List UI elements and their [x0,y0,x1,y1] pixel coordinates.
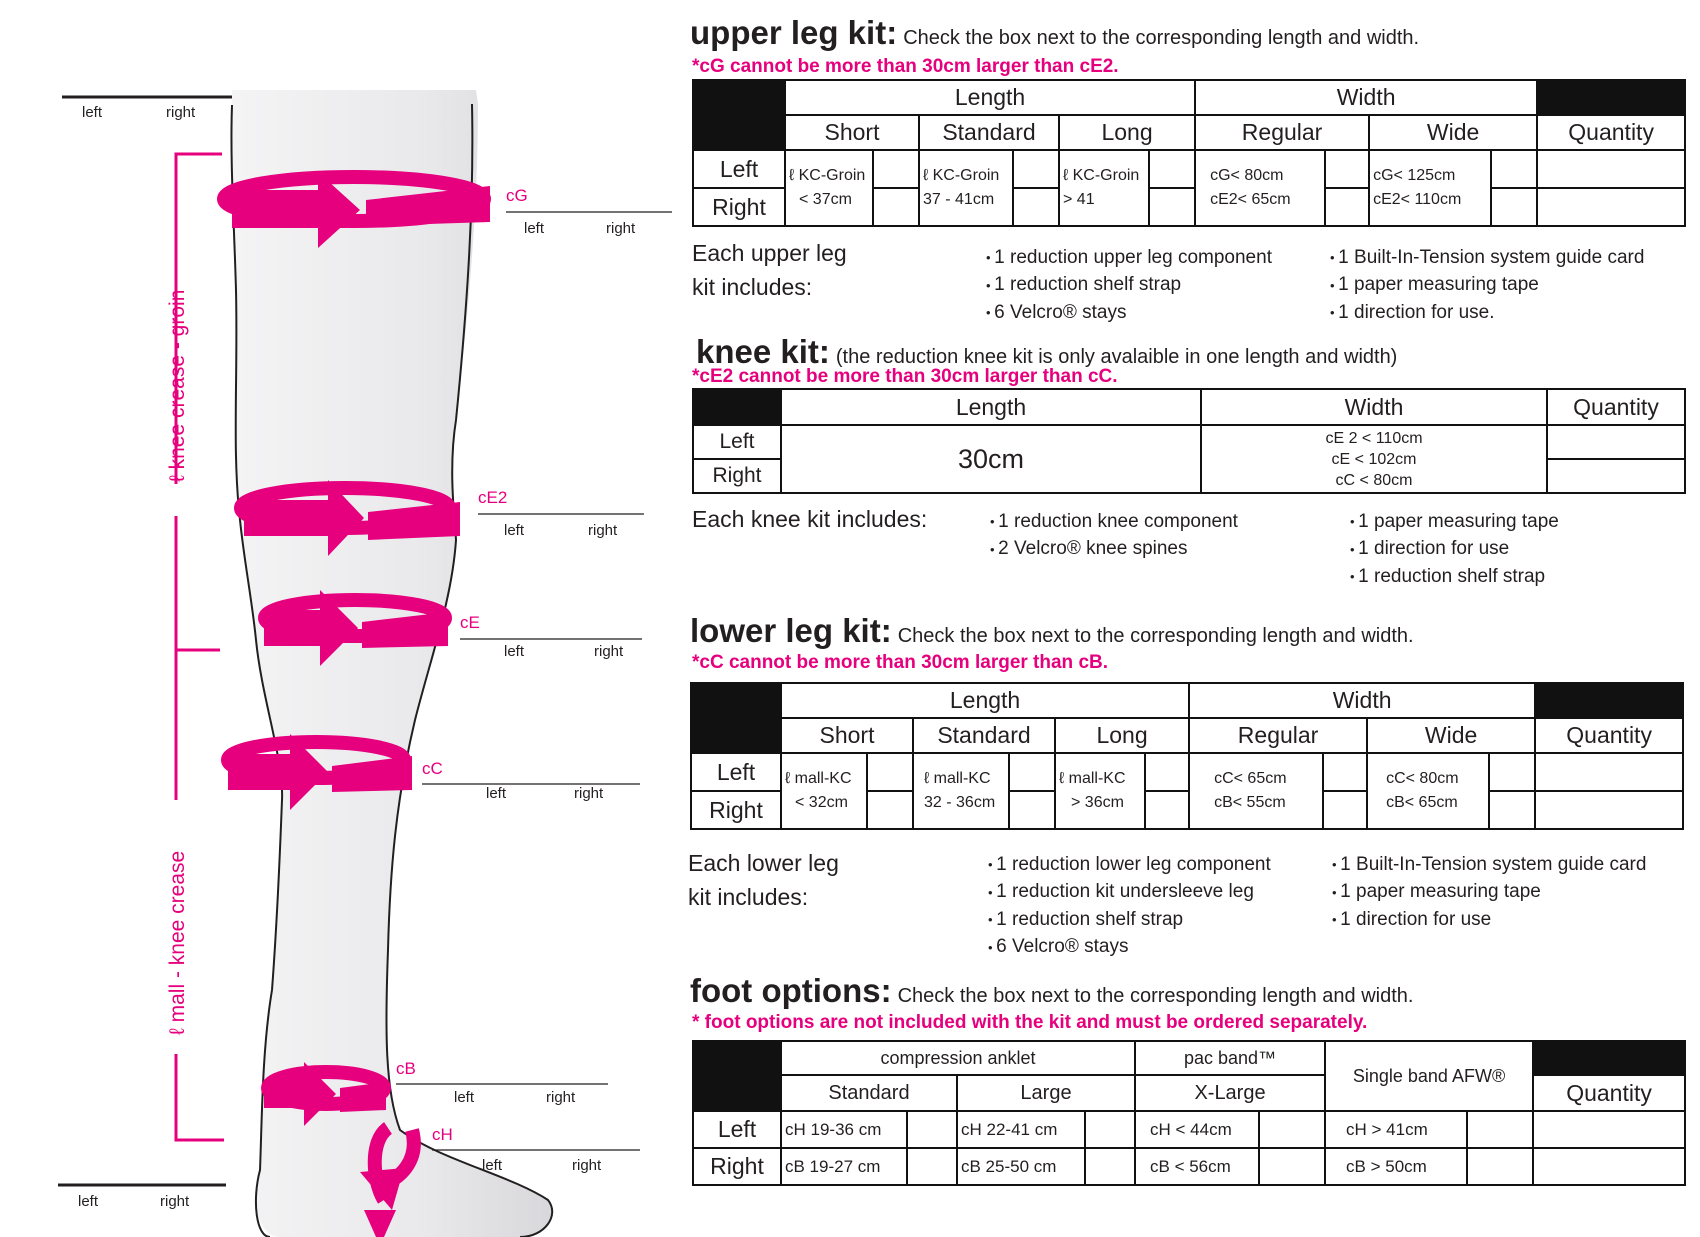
upper-kit-title: upper leg kit: [690,14,898,51]
large-right-checkbox[interactable] [1085,1148,1135,1185]
short-right-checkbox[interactable] [867,791,913,829]
long-header: Long [1059,115,1195,150]
svg-text:right: right [574,785,604,802]
row-left-label: Left [693,150,785,188]
point-cC [422,759,640,802]
quantity-left-field[interactable] [1533,1111,1685,1148]
standard-value-cb: cB 19-27 cm [781,1148,907,1185]
long-value: ℓ KC-Groin > 41 [1059,150,1149,226]
row-left-label: Left [693,425,781,459]
width-header: Width [1189,683,1535,718]
long-left-checkbox[interactable] [1145,753,1189,791]
wide-value: cC< 80cm cB< 65cm [1367,753,1489,829]
row-right-label: Right [693,1148,781,1185]
list-item: • 6 Velcro® stays [988,933,1271,960]
single-left-checkbox[interactable] [1467,1111,1533,1148]
lower-kit-subtitle: Check the box next to the corresponding length and width. [897,625,1414,647]
xlarge-value-cb: cB < 56cm [1135,1148,1259,1185]
bottom-right-label: right [160,1193,190,1210]
lower-kit-heading [690,612,1414,650]
regular-header: Regular [1195,115,1369,150]
svg-text:left: left [454,1089,475,1106]
row-left-label: Left [691,753,781,791]
long-header: Long [1055,718,1189,753]
short-right-checkbox[interactable] [873,188,919,226]
knee-includes-list-2 [1350,508,1559,590]
knee-kit-table [692,388,1686,494]
list-item: • 1 direction for use. [1330,299,1644,326]
knee-includes-list-1 [990,508,1238,563]
width-header: Width [1195,80,1537,115]
width-value: cE 2 < 110cm cE < 102cm cC < 80cm [1201,425,1547,493]
xlarge-right-checkbox[interactable] [1259,1148,1325,1185]
short-value: ℓ KC-Groin < 37cm [785,150,873,226]
width-header: Width [1201,389,1547,425]
list-item: • 1 Built-In-Tension system guide card [1330,244,1644,271]
svg-text:right: right [572,1157,602,1174]
list-item: • 1 paper measuring tape [1330,271,1644,298]
list-item: • 1 direction for use [1332,906,1646,933]
row-left-label: Left [693,1111,781,1148]
lower-includes-list-1 [988,851,1271,961]
point-cB [396,1059,608,1106]
top-left-label: left [82,104,103,121]
long-left-checkbox[interactable] [1149,150,1195,188]
standard-left-checkbox[interactable] [1013,150,1059,188]
foot-options-subtitle: Check the box next to the corresponding length and width. [897,985,1414,1007]
regular-value: cC< 65cm cB< 55cm [1189,753,1323,829]
point-cG [506,186,672,237]
large-value-cb: cB 25-50 cm [957,1148,1085,1185]
single-right-checkbox[interactable] [1467,1148,1533,1185]
quantity-right-field[interactable] [1537,188,1685,226]
quantity-right-field[interactable] [1547,459,1685,493]
svg-text:left: left [524,220,545,237]
upper-includes-list-1 [986,244,1272,326]
quantity-header: Quantity [1535,718,1683,753]
list-item: • 1 reduction upper leg component [986,244,1272,271]
pac-band-header: pac band™ [1135,1041,1325,1075]
standard-header: Standard [913,718,1055,753]
top-right-label: right [166,104,196,121]
lower-kit-warning: *cC cannot be more than 30cm larger than cB. [692,652,1109,673]
list-item: • 1 paper measuring tape [1332,878,1646,905]
standard-left-checkbox[interactable] [907,1111,957,1148]
quantity-left-field[interactable] [1547,425,1685,459]
upper-kit-heading [690,14,1419,52]
standard-header: Standard [919,115,1059,150]
quantity-left-field[interactable] [1537,150,1685,188]
svg-text:right: right [606,220,636,237]
list-item: • 1 reduction kit undersleeve leg [988,878,1271,905]
upper-kit-warning: *cG cannot be more than 30cm larger than cE2. [692,56,1119,77]
knee-kit-title: knee kit: [696,333,830,370]
short-left-checkbox[interactable] [867,753,913,791]
knee-kit-warning: *cE2 cannot be more than 30cm larger than cC. [692,366,1118,387]
svg-text:cC: cC [422,759,443,778]
large-header: Large [957,1075,1135,1111]
svg-text:left: left [504,522,525,539]
short-value: ℓ mall-KC < 32cm [781,753,867,829]
standard-right-checkbox[interactable] [907,1148,957,1185]
wide-left-checkbox[interactable] [1489,753,1535,791]
row-right-label: Right [693,459,781,493]
svg-text:left: left [482,1157,503,1174]
regular-right-checkbox[interactable] [1325,188,1369,226]
xlarge-value-ch: cH < 44cm [1135,1111,1259,1148]
regular-value: cG< 80cm cE2< 65cm [1195,150,1325,226]
svg-text:cG: cG [506,186,528,205]
quantity-header: Quantity [1537,115,1685,150]
short-left-checkbox[interactable] [873,150,919,188]
wide-left-checkbox[interactable] [1491,150,1537,188]
foot-options-title: foot options: [690,972,892,1009]
upper-includes-list-2 [1330,244,1644,326]
xlarge-header: X-Large [1135,1075,1325,1111]
standard-right-checkbox[interactable] [1013,188,1059,226]
svg-text:cE2: cE2 [478,488,508,507]
lower-kit-table [690,682,1684,830]
lower-kit-title: lower leg kit: [690,612,892,649]
bottom-left-label: left [78,1193,99,1210]
foot-options-heading [690,972,1413,1010]
list-item: • 1 direction for use [1350,535,1559,562]
regular-header: Regular [1189,718,1367,753]
svg-text:right: right [546,1089,576,1106]
list-item: • 1 Built-In-Tension system guide card [1332,851,1646,878]
standard-value-ch: cH 19-36 cm [781,1111,907,1148]
length-value: 30cm [781,425,1201,493]
quantity-right-field[interactable] [1533,1148,1685,1185]
list-item: • 1 reduction lower leg component [988,851,1271,878]
single-value-cb: cB > 50cm [1325,1148,1467,1185]
quantity-header: Quantity [1533,1075,1685,1111]
upper-kit-subtitle: Check the box next to the corresponding length and width. [903,27,1420,49]
point-cE [460,613,642,660]
lower-includes-label: Each lower leg kit includes: [688,850,839,910]
wide-right-checkbox[interactable] [1489,791,1535,829]
compression-anklet-header: compression anklet [781,1041,1135,1075]
foot-options-table [692,1040,1686,1186]
svg-text:cH: cH [432,1125,453,1144]
large-left-checkbox[interactable] [1085,1111,1135,1148]
wide-right-checkbox[interactable] [1491,188,1537,226]
point-cE2 [478,488,644,539]
regular-right-checkbox[interactable] [1323,791,1367,829]
row-right-label: Right [693,188,785,226]
standard-value: ℓ KC-Groin 37 - 41cm [919,150,1013,226]
list-item: • 6 Velcro® stays [986,299,1272,326]
svg-text:left: left [486,785,507,802]
large-value-ch: cH 22-41 cm [957,1111,1085,1148]
list-item: • 1 reduction knee component [990,508,1238,535]
wide-header: Wide [1367,718,1535,753]
long-right-checkbox[interactable] [1145,791,1189,829]
wide-header: Wide [1369,115,1537,150]
length-header: Length [781,389,1201,425]
svg-text:left: left [504,643,525,660]
single-band-header: Single band AFW® [1325,1041,1533,1111]
knee-includes-label: Each knee kit includes: [692,506,928,532]
list-item: • 1 paper measuring tape [1350,508,1559,535]
upper-includes-label: Each upper leg kit includes: [692,240,847,300]
quantity-header: Quantity [1547,389,1685,425]
leg-diagram [0,0,680,1237]
range-upper-label: ℓ knee crease - groin [166,289,189,482]
regular-left-checkbox[interactable] [1323,753,1367,791]
leg-silhouette [231,90,552,1237]
long-value: ℓ mall-KC > 36cm [1055,753,1145,829]
single-value-ch: cH > 41cm [1325,1111,1467,1148]
standard-value: ℓ mall-KC 32 - 36cm [913,753,1009,829]
length-header: Length [785,80,1195,115]
svg-text:right: right [594,643,624,660]
regular-left-checkbox[interactable] [1325,150,1369,188]
upper-kit-table [692,79,1686,227]
knee-kit-subtitle: (the reduction knee kit is only avalaible in one length and width) [835,346,1398,368]
list-item: • 1 reduction shelf strap [1350,563,1559,590]
short-header: Short [785,115,919,150]
lower-includes-list-2 [1332,851,1646,933]
svg-text:right: right [588,522,618,539]
standard-left-checkbox[interactable] [1009,753,1055,791]
quantity-left-field[interactable] [1535,753,1683,791]
short-header: Short [781,718,913,753]
standard-header: Standard [781,1075,957,1111]
list-item: • 2 Velcro® knee spines [990,535,1238,562]
list-item: • 1 reduction shelf strap [986,271,1272,298]
foot-options-warning: * foot options are not included with the kit and must be ordered separately. [692,1012,1368,1033]
list-item: • 1 reduction shelf strap [988,906,1271,933]
row-right-label: Right [691,791,781,829]
xlarge-left-checkbox[interactable] [1259,1111,1325,1148]
range-lower-label: ℓ mall - knee crease [166,850,189,1035]
long-right-checkbox[interactable] [1149,188,1195,226]
standard-right-checkbox[interactable] [1009,791,1055,829]
quantity-right-field[interactable] [1535,791,1683,829]
length-header: Length [781,683,1189,718]
svg-text:cE: cE [460,613,480,632]
wide-value: cG< 125cm cE2< 110cm [1369,150,1491,226]
svg-text:cB: cB [396,1059,416,1078]
